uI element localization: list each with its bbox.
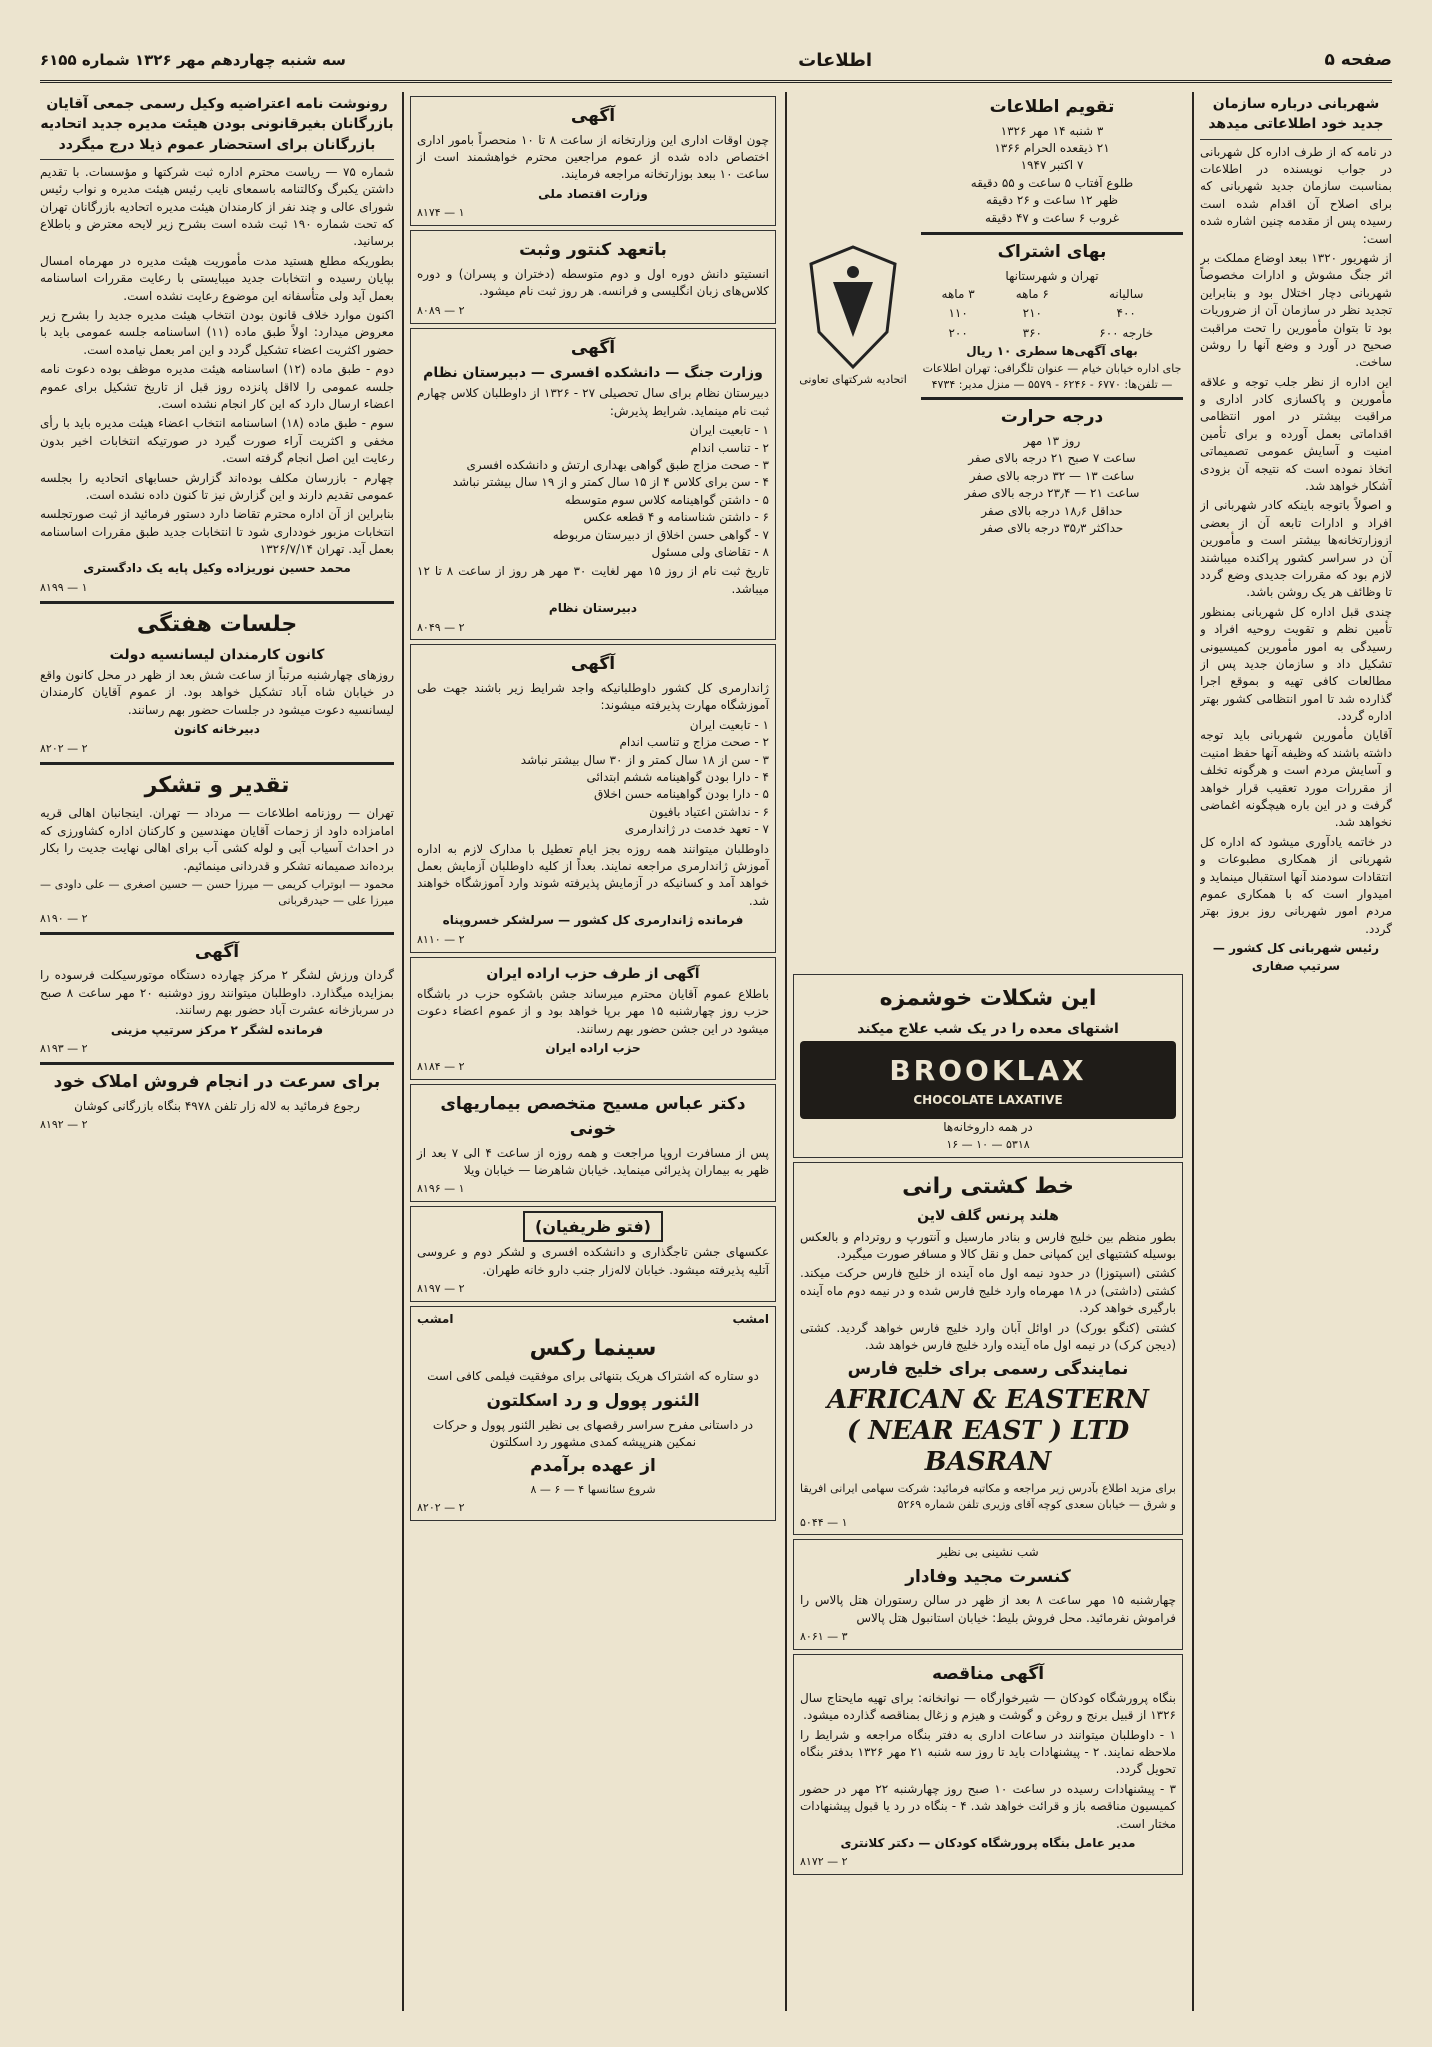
subscription-title: بهای اشتراک: [997, 241, 1107, 262]
list-item: ۳ - سن از ۱۸ سال کمتر و از ۳۰ سال بیشتر نباشد: [520, 752, 769, 767]
chocolate-note: در همه داروخانه‌ها: [943, 1120, 1033, 1135]
company-city: BASRAN: [924, 1447, 1052, 1478]
subscription-header: سالیانه: [1109, 287, 1144, 302]
subscription-cell: ۲۱۰: [1022, 306, 1042, 321]
calendar-title: تقویم اطلاعات: [989, 97, 1115, 117]
notice-paragraph: چون اوقات اداری این وزارتخانه از ساعت ۸ تا ۱۰ منحصراً بامور اداری اختصاص داده شده از عموم مراجعین محترم خواهشمند است از ساعت ۱۰ ببعد بوزارتخانه مراجعه فرمایند.: [417, 132, 770, 182]
company-name: ( NEAR EAST ) LTD: [846, 1416, 1130, 1447]
subscription-cell: ۳۶۰: [1022, 325, 1042, 340]
article-paragraph: دوم - طبق ماده (۱۲) اساسنامه هیئت مدیره موظف بوده دعوت نامه جلسه عمومی را لااقل پانزده روز قبل از تاریخ تشکیل برای عموم اعضاء ارسال دارد که این کار انجام نشده است.: [40, 362, 394, 411]
list-item: ۴ - سن برای کلاس ۴ از ۱۵ سال کمتر و از ۱۹ سال بیشتر نباشد: [452, 475, 769, 490]
shipping-ad: [793, 1162, 1183, 1536]
subscription-table: [921, 285, 1183, 343]
subscription-header: ۶ ماهه: [1015, 287, 1049, 302]
company-name: AFRICAN & EASTERN: [827, 1385, 1149, 1416]
calendar-row: ۲۱ ذیقعده الحرام ۱۳۶۶: [994, 141, 1110, 156]
column-info: [793, 92, 1183, 962]
cinema-times: شروع سئانسها ۴ — ۶ — ۸: [530, 1482, 656, 1496]
concert-head: شب نشینی بی نظیر: [937, 1545, 1039, 1560]
notice-title: دکتر عباس مسیح متخصص بیماریهای خونی: [440, 1094, 746, 1139]
ad-code: ۵۰۴۴ — ۱: [800, 1515, 848, 1529]
list-item: ۸ - تقاضای ولی مسئول: [651, 544, 769, 559]
calendar-row: طلوع آفتاب ۵ ساعت و ۵۵ دقیقه: [970, 175, 1134, 190]
tender-ad: [793, 1654, 1183, 1875]
notice-paragraph: باطلاع عموم آقایان محترم میرساند جشن باشکوه حزب در باشگاه حزب روز چهارشنبه ۱۵ مهر برپا خواهد بود و از عموم اعضاء دعوت میشود در این جشن حضور بهم رسانند.: [417, 986, 769, 1036]
article-paragraph: شماره ۷۵ — ریاست محترم اداره ثبت شرکتها و مؤسسات. با تقدیم داشتن یکبرگ وکالتنامه باسمعای نایب رئیس هیئت مدیره و نواب رئیس شورای عالی و چند نفر از کارمندان هیئت مدیره اتحادیه بازرگانان تهران که تحت شماره ۱۹۰ ثبت شده است بشرح زیر لایحه معترض و باطلاع برسانید.: [40, 164, 394, 249]
tender-paragraph: بنگاه پرورشگاه کودکان — شیرخوارگاه — نوانخانه: برای تهیه مایحتاج سال ۱۳۲۶ از قبیل برنج و روغن و گوشت و هیزم و زغال بمناقصه گذارده میشود.: [800, 1690, 1176, 1723]
ad-code: ۸۱۹۳ — ۲: [40, 1041, 88, 1055]
ad-code: ۸۲۰۲ — ۲: [417, 1500, 465, 1514]
column-ads: [793, 970, 1183, 2011]
shipping-paragraph: بطور منظم بین خلیج فارس و بنادر مارسیل و آنتورپ و روتردام و بالعکس بوسیله کشتیهای این کمپانی حمل و نقل کالا و مسافر صورت میگیرد.: [800, 1229, 1176, 1262]
masthead: [40, 40, 1392, 83]
calendar-row: ظهر ۱۲ ساعت و ۲۶ دقیقه: [985, 193, 1119, 208]
emblem-caption: اتحادیه شرکتهای تعاونی: [799, 372, 907, 386]
list-item: ۱ - تابعیت ایران: [689, 717, 769, 732]
article-title: شهربانی درباره سازمان جدید خود اطلاعاتی میدهد: [1208, 96, 1384, 133]
column-merchants: [40, 92, 394, 2011]
notice-paragraph: عکسهای جشن تاجگذاری و دانشکده افسری و لشکر دوم و عروسی آتلیه پذیرفته میشود. خیابان لاله‌زار جنب دارو خانه طهران.: [417, 1245, 769, 1277]
shipping-subtitle: هلند پرنس گلف لاین: [917, 1208, 1059, 1225]
sale-paragraph: رجوع فرمائید به لاله زار تلفن ۴۹۷۸ بنگاه بازرگانی کوشان: [74, 1098, 360, 1113]
cinema-title: سینما رکس: [529, 1335, 657, 1361]
ad-code: ۸۱۹۲ — ۲: [40, 1117, 88, 1131]
notice-title: آگهی: [570, 337, 616, 358]
notice-signature: فرمانده ژاندارمری کل کشور — سرلشکر خسروپناه: [442, 913, 744, 928]
brand-subtitle: CHOCOLATE LAXATIVE: [913, 1092, 1063, 1107]
article-signature: رئیس شهربانی کل کشور — سرتیپ صفاری: [1212, 941, 1380, 973]
subscription-cell: ۲۰۰: [948, 325, 968, 340]
temperature-row: حداکثر ۳۵٫۳ درجه بالای صفر: [980, 521, 1124, 536]
article-signature: محمد حسین نوریزاده وکیل پایه یک دادگستری: [83, 561, 351, 576]
shipping-title: خط کشتی رانی: [902, 1173, 1074, 1199]
meeting-paragraph: روزهای چهارشنبه مرتباً از ساعت شش بعد از ظهر در محل کانون واقع در خیابان شاه آباد تشکیل خواهد بود. از عموم آقایان کارمندان لیسانسیه دعوت میشود در جلسات حضور بهم رسانند.: [40, 668, 394, 717]
tender-paragraph: ۱ - داوطلبان میتوانند در ساعات اداری به دفتر بنگاه مراجعه و شرایط را ملاحظه نمایند. ۲ - پیشنهادات باید تا روز سه شنبه ۲۱ مهر ۱۳۲۶ بدفتر بنگاه تحویل گردد.: [800, 1727, 1177, 1777]
temperature-row: ساعت ۷ صبح ۲۱ درجه بالای صفر: [968, 451, 1136, 466]
list-item: ۵ - داشتن گواهینامه کلاس سوم متوسطه: [564, 492, 769, 507]
notice-title: آگهی: [570, 654, 616, 675]
meeting-signature: دبیرخانه کانون: [174, 722, 260, 737]
calendar-row: ۳ شنبه ۱۴ مهر ۱۳۲۶: [1000, 123, 1104, 138]
article-paragraph: بطوریکه مطلع هستید مدت مأموریت هیئت مدیره در مهرماه امسال بپایان رسیده و انتخابات جدید میبایستی با رعایت مقررات اساسنامه بعمل آید ولی متأسفانه این موضوع رعایت نشده است.: [40, 253, 394, 303]
article-paragraph: و اصولاً باتوجه باینکه کادر شهربانی از افراد و ادارات تابعه آن از بعضی ازوزارتخانه‌ها بیشتر است و مأمورین آن در سراسر کشور پراکنده میباشند لازم بود که مقررات جدیدی وضع گردد تا وظائف هر یک روشن باشد.: [1200, 498, 1392, 600]
article-paragraph: از شهریور ۱۳۲۰ ببعد اوضاع مملکت بر اثر جنگ مشوش و ادارات مخصوصاً شهربانی دچار اختلال بود و بنابراین تجدید نظر در سازمان آن از ضروریات بود تا بتوان مأمورین را تحت مراقبت صحیح در آورد و وضع آنها را روشن ساخت.: [1200, 250, 1392, 370]
chocolate-title: این شکلات خوشمزه: [879, 986, 1097, 1011]
subscription-subtitle: تهران و شهرستانها: [1005, 268, 1099, 283]
ad-code: ۸۱۹۶ — ۱: [417, 1182, 465, 1196]
concert-title: کنسرت مجید وفادار: [905, 1566, 1071, 1587]
ad-code: ۸۱۱۰ — ۲: [417, 932, 465, 946]
list-item: ۲ - صحت مزاج و تناسب اندام: [619, 735, 769, 750]
shipping-paragraph: کشتی (کنگو بورک) در اوائل آبان وارد خلیج فارس خواهد گردید. کشتی (دیجن کرک) در نیمه اول ماه آینده وارد خلیج فارس خواهد شد.: [800, 1320, 1176, 1353]
chocolate-subtitle: اشتهای معده را در یک شب علاج میکند: [857, 1020, 1119, 1037]
column-divider: [785, 92, 787, 2011]
list-item: ۷ - تعهد خدمت در ژاندارمری: [624, 822, 769, 837]
notice-signature: دبیرستان نظام: [548, 601, 638, 616]
issue-date: سه شنبه چهاردهم مهر ۱۳۲۶ شماره ۶۱۵۵: [40, 51, 346, 69]
notice-subtitle: وزارت جنگ — دانشکده افسری — دبیرستان نظام: [423, 365, 763, 382]
shipping-paragraph: کشتی (اسپتوزا) در حدود نیمه اول ماه آینده از خلیج فارس حرکت میکند. کشتی (داشتی) در ۱۸ مهرماه وارد خلیج فارس شده و در نیمه دوم ماه آینده بارگیری خواهد کرد.: [800, 1266, 1177, 1316]
page-number: صفحه ۵: [1324, 50, 1392, 70]
military-school-ad: [410, 328, 776, 641]
article-paragraph: چندی قبل اداره کل شهربانی بمنظور تأمین نظم و تقویت روحیه افراد و رسیدگی به امور مأمورین کمیسیونی تشکیل داد و سازمان جدید پس از مطالعات کافی تهیه و بموقع اجرا گذارده شد تا امور انتظامی کشور بهتر اداره گردد.: [1200, 604, 1392, 724]
temperature-row: ساعت ۲۱ — ۲۳٫۴ درجه بالای صفر: [964, 486, 1140, 501]
list-item: ۴ - دارا بودن گواهینامه ششم ابتدائی: [586, 770, 769, 785]
notice-paragraph: ژاندارمری کل کشور داوطلبانیکه واجد شرایط زیر باشند جهت طی آموزشگاه مهارت پذیرفته میشوند:: [417, 681, 769, 713]
article-paragraph: این اداره از نظر جلب توجه و علاقه مأمورین و پاکسازی کادر اداری و مراقبت بیشتر در امور انتظامی اقداماتی بعمل آورده و برای تأمین امنیت و آسایش عمومی تصمیماتی اتخاذ نموده است که نتیجه آن بزودی آشکار خواهد شد.: [1200, 374, 1392, 494]
article-paragraph: در نامه که از طرف اداره کل شهربانی در جواب نویسنده در اطلاعات بمناسبت سازمان جدید شهربانی که برای اصلاح آن اقدام شده است رسیده پس از مقدمه چنین اشاره شده است:: [1200, 144, 1392, 246]
notice-paragraph: دبیرستان نظام برای سال تحصیلی ۲۷ - ۱۳۲۶ از داوطلبان کلاس چهارم ثبت نام مینماید. شرایط پذیرش:: [417, 386, 770, 418]
meeting-title: جلسات هفتگی: [136, 611, 298, 637]
tender-signature: مدیر عامل بنگاه پرورشگاه کودکان — دکتر کلانتری: [840, 1835, 1136, 1850]
shipping-agent: نمایندگی رسمی برای خلیج فارس: [847, 1359, 1129, 1380]
school-ad: [410, 230, 776, 323]
subscription-cell: ۴۰۰: [1116, 306, 1136, 321]
notice-signature: وزارت اقتصاد ملی: [538, 186, 648, 201]
cinema-tag: امشب: [417, 1312, 454, 1327]
shield-emblem-icon: [803, 242, 903, 372]
notice-paragraph: داوطلبان میتوانند همه روزه بجز ایام تعطیل با مدارک لازم به اداره آموزش ژاندارمری مراجعه نمایند. بعداً از کلیه داوطلبان آزمایش بعمل خواهد آمد و کسانیکه در آزمایش پذیرفته شوند وارد آموزشگاه خواهند شد.: [417, 841, 769, 908]
thanks-names: محمود — ابوتراب کریمی — میرزا حسن — حسین اصغری — علی داودی — میرزا علی — حیدرقربانی: [40, 877, 394, 907]
notice-title: آگهی: [570, 106, 616, 126]
thanks-paragraph: تهران — روزنامه اطلاعات — مرداد — تهران. اینجانبان اهالی قریه امامزاده داود از زحمات آقایان مهندسین و کارکنان اداره کشاورزی که در احداث آسیاب آبی و لوله کشی آب برای اهالی نهایت جدیت را بکار برده‌اند صمیمانه تشکر و قدردانی مینمائیم.: [40, 806, 394, 873]
list-item: ۶ - داشتن شناسنامه و ۴ قطعه عکس: [583, 510, 769, 525]
sale-title: برای سرعت در انجام فروش املاک خود: [53, 1071, 381, 1092]
notice-title: آگهی: [194, 941, 240, 962]
party-ad: [410, 957, 776, 1081]
studio-badge: (فتو ظریفیان): [523, 1211, 663, 1242]
shipping-contact: برای مزید اطلاع بآدرس زیر مراجعه و مکاتبه فرمائید: شرکت سهامی ایرانی افریقا و شرق — خیابان سعدی کوچه آقای وزیری تلفن شماره ۵۲۶۹: [800, 1481, 1176, 1511]
ad-code: ۸۱۷۲ — ۲: [800, 1855, 848, 1869]
meeting-subtitle: کانون کارمندان لیسانسیه دولت: [109, 646, 325, 663]
office-address: جای اداره خیابان خیام — عنوان تلگرافی: تهران اطلاعات — تلفن‌ها: ۶۷۷۰ - ۶۲۴۶ - ۵۵۷۹ — منزل مدیر: ۴۷۳۴: [922, 361, 1182, 391]
temperature-title: درجه حرارت: [1000, 407, 1104, 428]
notice-paragraph: گردان ورزش لشگر ۲ مرکز چهارده دستگاه موتورسیکلت فرسوده را بمزایده میگذارد. داوطلبان میتوانند روز دوشنبه ۲۰ مهر ساعت ۸ صبح در سربازخانه عشرت آباد حضور بهم رسانند.: [40, 968, 394, 1018]
temperature-subtitle: روز ۱۳ مهر: [1023, 434, 1081, 449]
ad-code: ۵۳۱۸ — ۱۰ — ۱۶: [946, 1137, 1030, 1151]
temperature-row: حداقل ۱۸٫۶ درجه بالای صفر: [981, 503, 1123, 518]
cinema-stars: الئنور پوول و رد اسکلتون: [486, 1390, 700, 1411]
column-police-article: [1200, 92, 1392, 2011]
cinema-film-title: از عهده برآمدم: [530, 1456, 656, 1477]
ad-code: ۸۲۰۲ — ۲: [40, 741, 88, 755]
ad-code: ۸۰۶۱ — ۳: [800, 1630, 848, 1644]
ad-code: ۸۱۸۴ — ۲: [417, 1060, 465, 1074]
article-title: رونوشت نامه اعتراضیه وکیل رسمی جمعی آقایان بازرگانان بغیرقانونی بودن هیئت مدیره جدید اتحادیه بازرگانان برای استحضار عموم ذیلا درج میگردد: [40, 96, 394, 153]
cinema-ad: [410, 1306, 776, 1521]
article-paragraph: سوم - طبق ماده (۱۸) اساسنامه انتخاب اعضاء هیئت مدیره باید با رأی مخفی و اکثریت آراء صورت گیرد در صورتیکه انتخابات اخیر بدون رعایت این اصل انجام گرفته است.: [40, 416, 394, 466]
paper-name: اطلاعات: [798, 49, 873, 71]
ad-code: ۸۱۹۷ — ۲: [417, 1282, 465, 1296]
notice-signature: حزب اراده ایران: [545, 1040, 641, 1055]
doctor-ad: [410, 1084, 776, 1202]
ad-code: ۸۰۴۹ — ۲: [417, 620, 465, 634]
column-notices: [410, 92, 776, 2011]
list-item: ۶ - نداشتن اعتیاد بافیون: [649, 804, 769, 819]
subscription-cell: خارجه ۶۰۰: [1099, 325, 1154, 340]
list-item: ۳ - صحت مزاج طبق گواهی بهداری ارتش و دانشکده افسری: [466, 458, 769, 472]
column-divider: [1192, 92, 1194, 2011]
article-paragraph: چهارم - بازرسان مکلف بوده‌اند گزارش حسابهای اتحادیه را بجلسه عمومی تقدیم دارند و این گزارش نیز تا کنون داده نشده است.: [40, 470, 394, 502]
list-item: ۱ - تابعیت ایران: [689, 423, 769, 438]
cinema-paragraph: در داستانی مفرح سراسر رقصهای بی نظیر الئنور پوول و حرکات نمکین هنرپیشه کمدی مشهور رد اسکلتون: [432, 1417, 754, 1449]
chocolate-ad: [793, 974, 1183, 1158]
cinema-tag: امشب: [732, 1312, 769, 1327]
subscription-header: ۳ ماهه: [941, 287, 975, 302]
divider: [1200, 139, 1392, 140]
notice-title: باتعهد کنتور وثبت: [519, 240, 667, 261]
article-paragraph: در خاتمه یادآوری میشود که اداره کل شهربانی از همکاری مطبوعات و انتقادات سودمند آنها استقبال مینماید و امیدوار است که با همکاری عموم مردم امور شهربانی روز بروز بهتر گردد.: [1200, 834, 1392, 936]
ad-code: ۸۱۹۹ — ۱: [40, 580, 88, 594]
article-paragraph: آقایان مأمورین شهربانی باید توجه داشته باشند که وظیفه آنها حفظ امنیت و آسایش مردم است و هرگونه تخلف از مقررات مورد تعقیب قرار خواهد گرفت و در این باره هیچگونه اغماضی نخواهد شد.: [1200, 728, 1392, 830]
notice-signature: فرمانده لشگر ۲ مرکز سرتیپ مزینی: [110, 1022, 324, 1037]
notice-ad: [410, 96, 776, 226]
subscription-cell: ۱۱۰: [948, 306, 968, 321]
temperature-row: ساعت ۱۳ — ۳۲ درجه بالای صفر: [969, 468, 1135, 483]
ad-price: بهای آگهی‌ها سطری ۱۰ ریال: [966, 344, 1138, 359]
gendarmerie-ad: [410, 644, 776, 952]
list-item: ۵ - دارا بودن گواهینامه حسن اخلاق: [594, 787, 769, 802]
notice-paragraph: پس از مسافرت اروپا مراجعت و همه روزه از ساعت ۴ الی ۷ بعد از ظهر به بیماران پذیرائی مینماید. خیابان شاهرضا — خیابان ویلا: [417, 1145, 770, 1177]
cinema-paragraph: دو ستاره که اشتراک هریک بتنهائی برای موفقیت فیلمی کافی است: [427, 1369, 759, 1384]
notice-title: آگهی از طرف حزب اراده ایران: [486, 965, 700, 982]
article-paragraph: بنابراین از آن اداره محترم تقاضا دارد دستور فرمائید از ثبت صورتجلسه انتخابات مزبور خودداری شود تا انتخابات جدید طبق مقررات اساسنامه بعمل آید. تهران ۱۳۲۶/۷/۱۴: [40, 507, 394, 557]
ad-code: ۸۱۹۰ — ۲: [40, 911, 88, 925]
product-box: [800, 1041, 1176, 1119]
ad-code: ۸۰۸۹ — ۲: [417, 303, 465, 317]
list-item: ۲ - تناسب اندام: [690, 440, 769, 455]
brand-name: BROOKLAX: [889, 1054, 1087, 1088]
list-item: ۷ - گواهی حسن اخلاق از دبیرستان مربوطه: [552, 527, 769, 542]
concert-ad: [793, 1539, 1183, 1650]
ad-code: ۸۱۷۴ — ۱: [417, 206, 465, 220]
column-divider: [402, 92, 404, 2011]
concert-paragraph: چهارشنبه ۱۵ مهر ساعت ۸ بعد از ظهر در سالن رستوران هتل پالاس را فراموش نفرمائید. محل فروش بلیط: خیابان استانبول هتل پالاس: [800, 1593, 1177, 1625]
tender-title: آگهی مناقصه: [931, 1664, 1045, 1685]
article-paragraph: اکنون موارد خلاف قانون بودن انتخاب هیئت مدیره جدید را بشرح زیر معروض میدارد: اولاً طبق ماده (۱۱) اساسنامه جلسه عمومی باید با حضور اکثریت اعضاء تشکیل گردد و این امر بعمل نیامده است.: [40, 308, 394, 357]
tender-paragraph: ۳ - پیشنهادات رسیده در ساعت ۱۰ صبح روز چهارشنبه ۲۲ مهر در حضور کمیسیون مناقصه باز و قرائت خواهد شد. ۴ - بنگاه در رد یا قبول پیشنهادات مختار است.: [800, 1781, 1176, 1831]
notice-paragraph: انستیتو دانش دوره اول و دوم متوسطه (دختران و پسران) و دوره کلاس‌های زبان انگلیسی و فرانسه. هر روز ثبت نام میشود.: [417, 266, 769, 299]
calendar-row: غروب ۶ ساعت و ۴۷ دقیقه: [984, 210, 1120, 225]
thanks-title: تقدیر و تشکر: [144, 772, 290, 798]
notice-paragraph: تاریخ ثبت نام از روز ۱۵ مهر لغایت ۳۰ مهر هر روز از ساعت ۸ تا ۱۲ میباشد.: [417, 564, 770, 596]
photo-studio-ad: [410, 1206, 776, 1302]
calendar-row: ۷ اکتبر ۱۹۴۷: [1020, 158, 1084, 173]
